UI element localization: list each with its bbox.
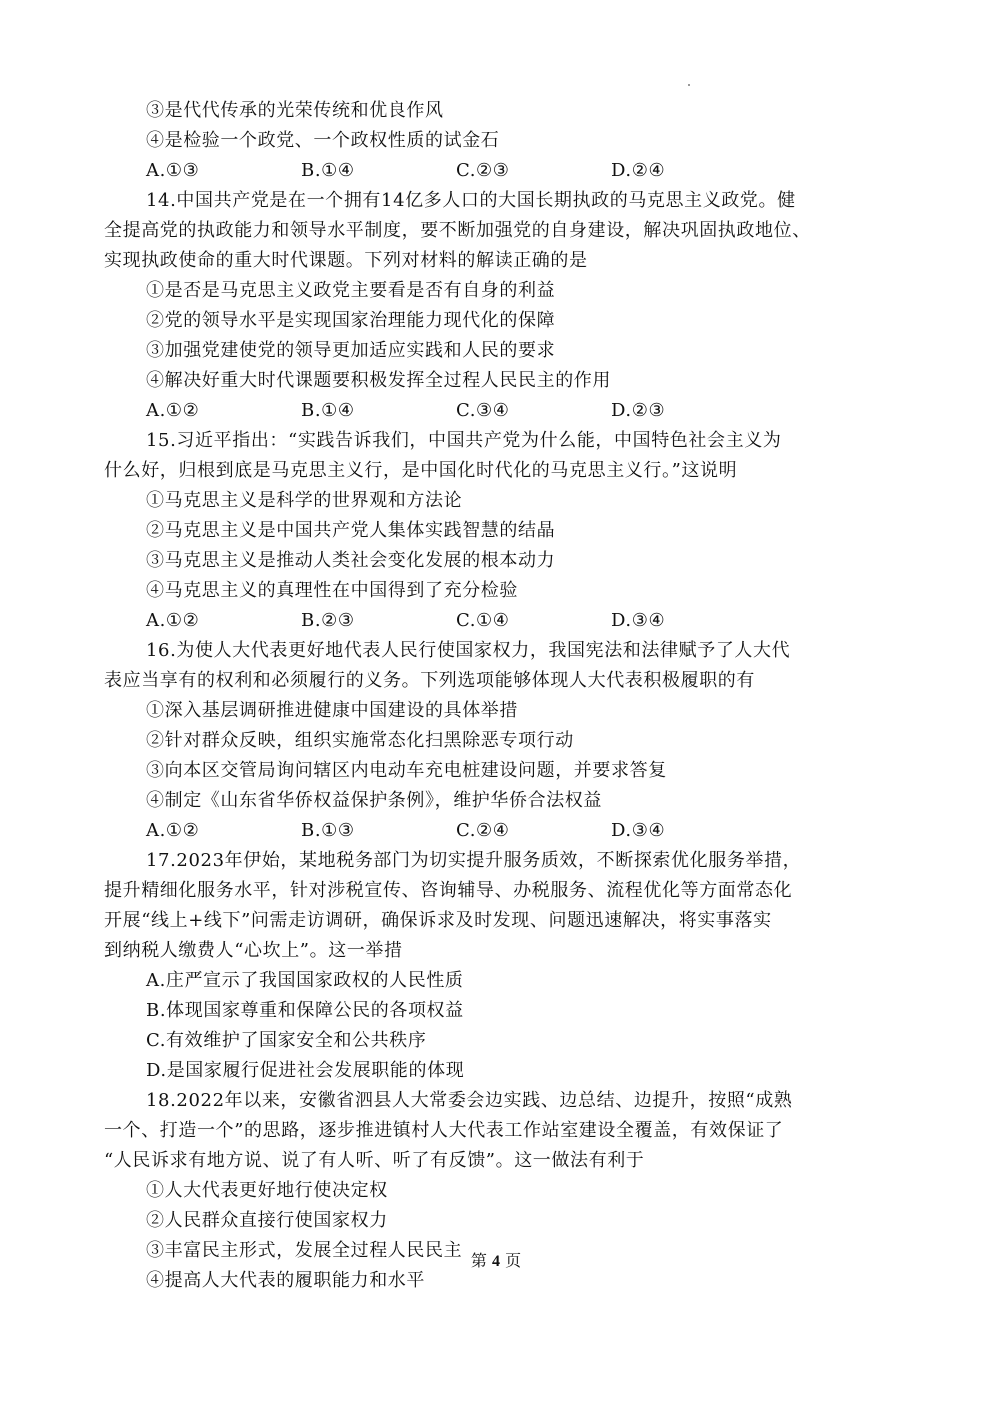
option-line: ③向本区交管局询问辖区内电动车充电桩建设问题，并要求答复 [146, 760, 667, 781]
option-line: ②针对群众反映，组织实施常态化扫黑除恶专项行动 [146, 730, 574, 751]
question-stem: 18.2022年以来，安徽省泗县人大常委会边实践、边总结、边提升，按照“成熟 [146, 1090, 793, 1111]
question-stem: 表应当享有的权利和必须履行的义务。下列选项能够体现人大代表积极履职的有 [104, 670, 755, 691]
footer-suffix: 页 [505, 1251, 522, 1270]
choice-a: A.①② [146, 820, 200, 841]
choice-row [104, 816, 892, 846]
question-stem: 15.习近平指出：“实践告诉我们，中国共产党为什么能，中国特色社会主义为 [146, 430, 782, 451]
question-stem: 到纳税人缴费人“心坎上”。这一举措 [104, 940, 403, 961]
option-line: ③加强党建使党的领导更加适应实践和人民的要求 [146, 340, 556, 361]
choice-b: B.①④ [301, 400, 355, 421]
option-line: ①马克思主义是科学的世界观和方法论 [146, 490, 463, 511]
option-line: ②人民群众直接行使国家权力 [146, 1210, 388, 1231]
choice-b: B.②③ [301, 610, 355, 631]
option-line: ③是代代传承的光荣传统和优良作风 [146, 100, 444, 121]
choice-row [104, 156, 892, 186]
page-content [104, 96, 892, 1296]
footer-prefix: 第 [470, 1251, 487, 1270]
option-line: C.有效维护了国家安全和公共秩序 [146, 1030, 427, 1051]
question-stem: 提升精细化服务水平，针对涉税宣传、咨询辅导、办税服务、流程优化等方面常态化 [104, 880, 793, 901]
question-stem: 实现执政使命的重大时代课题。下列对材料的解读正确的是 [104, 250, 588, 271]
choice-c: C.③④ [456, 400, 510, 421]
option-line: ①深入基层调研推进健康中国建设的具体举措 [146, 700, 518, 721]
choice-row [104, 396, 892, 426]
question-15 [104, 426, 892, 636]
question-stem: 开展“线上+线下”问需走访调研，确保诉求及时发现、问题迅速解决，将实事落实 [104, 910, 772, 931]
question-stem: 17.2023年伊始，某地税务部门为切实提升服务质效，不断探索优化服务举措， [146, 850, 802, 871]
question-14 [104, 186, 892, 426]
option-line: ④马克思主义的真理性在中国得到了充分检验 [146, 580, 518, 601]
option-line: ③丰富民主形式，发展全过程人民民主 [146, 1240, 463, 1261]
choice-b: B.①④ [301, 160, 355, 181]
option-line: ④提高人大代表的履职能力和水平 [146, 1270, 425, 1291]
option-line: ②马克思主义是中国共产党人集体实践智慧的结晶 [146, 520, 556, 541]
question-stem: “人民诉求有地方说、说了有人听、听了有反馈”。这一做法有利于 [104, 1150, 645, 1171]
option-line: D.是国家履行促进社会发展职能的体现 [146, 1060, 465, 1081]
option-line: B.体现国家尊重和保障公民的各项权益 [146, 1000, 464, 1021]
choice-b: B.①③ [301, 820, 355, 841]
option-line: ②党的领导水平是实现国家治理能力现代化的保障 [146, 310, 556, 331]
question-stem: 什么好，归根到底是马克思主义行，是中国化时代化的马克思主义行。”这说明 [104, 460, 738, 481]
choice-a: A.①② [146, 400, 200, 421]
question-stem: 全提高党的执政能力和领导水平制度，要不断加强党的自身建设，解决巩固执政地位、 [104, 220, 811, 241]
option-line: ①人大代表更好地行使决定权 [146, 1180, 388, 1201]
choice-d: D.②③ [611, 400, 666, 421]
question-16 [104, 636, 892, 846]
choice-row [104, 606, 892, 636]
page-number: 4 [492, 1253, 500, 1270]
question-stem: 14.中国共产党是在一个拥有14亿多人口的大国长期执政的马克思主义政党。健 [146, 190, 796, 211]
choice-d: D.③④ [611, 610, 666, 631]
choice-d: D.②④ [611, 160, 666, 181]
choice-a: A.①③ [146, 160, 200, 181]
scan-speck [688, 84, 690, 86]
choice-d: D.③④ [611, 820, 666, 841]
option-line: ④解决好重大时代课题要积极发挥全过程人民民主的作用 [146, 370, 611, 391]
question-stem: 16.为使人大代表更好地代表人民行使国家权力，我国宪法和法律赋予了人大代 [146, 640, 791, 661]
choice-a: A.①② [146, 610, 200, 631]
option-line: ④制定《山东省华侨权益保护条例》，维护华侨合法权益 [146, 790, 602, 811]
option-line: A.庄严宣示了我国国家政权的人民性质 [146, 970, 464, 991]
choice-c: C.②④ [456, 820, 510, 841]
option-line: ①是否是马克思主义政党主要看是否有自身的利益 [146, 280, 556, 301]
option-line: ③马克思主义是推动人类社会变化发展的根本动力 [146, 550, 556, 571]
choice-c: C.②③ [456, 160, 510, 181]
question-stem: 一个、打造一个”的思路，逐步推进镇村人大代表工作站室建设全覆盖，有效保证了 [104, 1120, 784, 1141]
choice-c: C.①④ [456, 610, 510, 631]
page-footer [0, 1250, 992, 1273]
question-17 [104, 846, 892, 1086]
option-line: ④是检验一个政党、一个政权性质的试金石 [146, 130, 500, 151]
